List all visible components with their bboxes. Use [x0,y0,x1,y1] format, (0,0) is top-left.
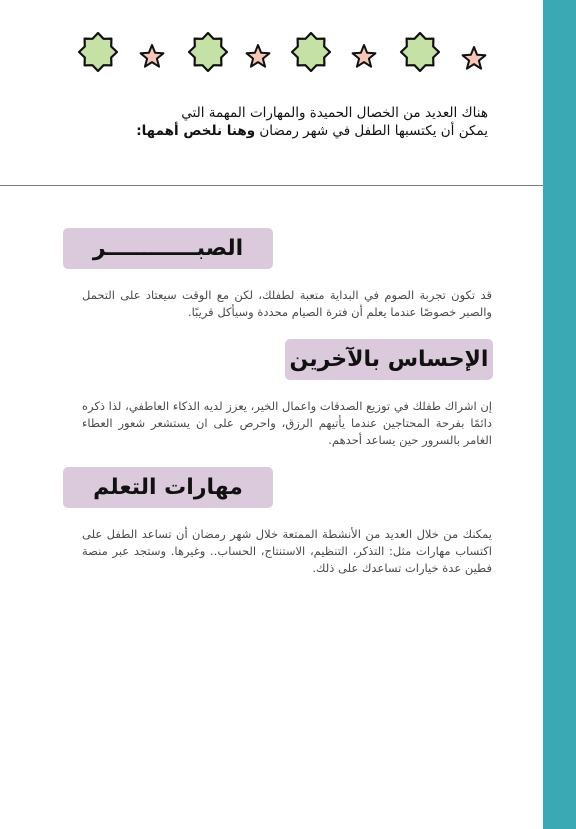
section-heading-learning-skills-text: مهارات التعلم [93,475,243,500]
divider-line [0,185,543,186]
pink-star-icon [139,44,165,70]
green-star-icon [78,32,118,72]
pink-star-icon [461,46,487,72]
section-heading-patience [63,228,273,269]
intro-line-2-bold: وهنا نلخص أهمها: [136,123,256,139]
intro-line-2-start: يمكن أن يكتسبها الطفل في شهر رمضان [255,123,488,139]
section-body-empathy: إن اشراك طفلك في توزيع الصدقات واعمال الخير، يعزز لديه الذكاء العاطفي، لذا ذكره دائمًا بفرحة المحتاجين عندما يأتيهم الرزق، واحرص على ان يستشعر شعور العطاء الغامر بالسرور حين يساعد أحدهم. [82,399,492,447]
side-color-band [543,0,576,829]
star-decoration-row [0,30,543,86]
section-heading-empathy-text: الإحساس بالآخرين [289,347,489,372]
green-star-icon [188,32,228,72]
section-heading-empathy [285,339,493,380]
intro-line-2 [40,122,488,140]
intro-line-1: هناك العديد من الخصال الحميدة والمهارات المهمة التي [181,105,488,121]
intro-text [40,104,488,140]
green-star-icon [291,32,331,72]
section-heading-learning-skills [63,467,273,508]
section-body-learning-skills: يمكنك من خلال العديد من الأنشطة الممتعة خلال شهر رمضان أن تساعد الطفل على اكتساب مهارات مثل: التذكر، التنظيم، الاستنتاج، الحساب.. وغيرها. وستجد عبر منصة فطين عدة خيارات تساعدك على ذلك. [82,527,492,575]
pink-star-icon [351,44,377,70]
section-heading-patience-text: الصبــــــــــــر [92,236,244,261]
section-body-patience: قد تكون تجربة الصوم في البداية متعبة لطفلك، لكن مع الوقت سيعتاد على التحمل والصبر خصوصًا عندما يعلم أن فترة الصيام محددة وسيأكل قريبًا. [82,288,492,319]
pink-star-icon [245,44,271,70]
green-star-icon [400,32,440,72]
